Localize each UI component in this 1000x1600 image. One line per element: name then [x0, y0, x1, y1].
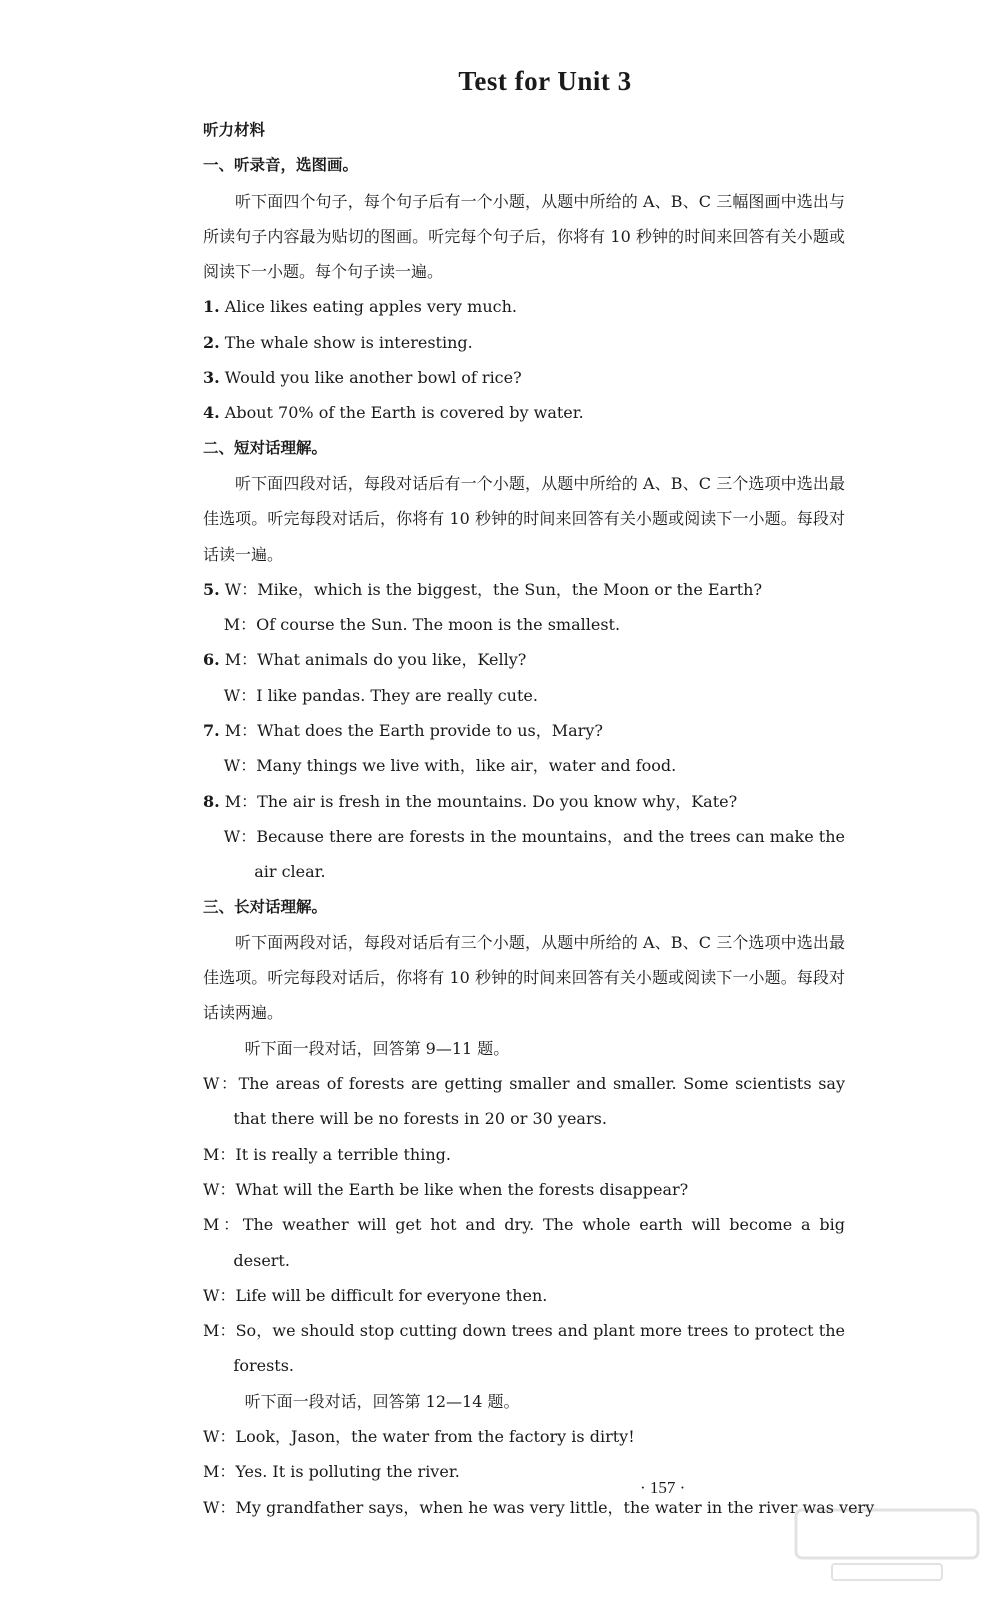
- dialogue-text: M：What animals do you like，Kelly?: [224, 650, 527, 670]
- item-text: Would you like another bowl of rice?: [224, 368, 522, 388]
- part3-instructions: 听下面两段对话，每段对话后有三个小题，从题中所给的 A、B、C 三个选项中选出最佳选项。听完每段对话后，你将有 10 秒钟的时间来回答有关小题或阅读下一小题。每段对话读两遍。: [203, 932, 845, 1023]
- item-number: 6.: [203, 650, 220, 670]
- page-number: · 157 ·: [640, 1478, 686, 1497]
- dialogue-line: W：Many things we live with，like air，water and food.: [223, 756, 677, 776]
- dialogue-line: [203, 642, 845, 677]
- item-number: 1.: [203, 297, 220, 317]
- item-number: 8.: [203, 791, 220, 811]
- document-body: [203, 113, 875, 1525]
- dialogue-line: M：The weather will get hot and dry. The whole earth will become a big desert.: [203, 1215, 845, 1270]
- watermark-logo-icon: [792, 1506, 982, 1586]
- item-number: 5.: [203, 579, 220, 599]
- dialogue-line: W：I like pandas. They are really cute.: [223, 685, 538, 705]
- part2-instructions: 听下面四段对话，每段对话后有一个小题，从题中所给的 A、B、C 三个选项中选出最佳选项。听完每段对话后，你将有 10 秒钟的时间来回答有关小题或阅读下一小题。每段对话读一遍。: [203, 473, 845, 564]
- dialogue-line: W：Look，Jason，the water from the factory is dirty!: [203, 1426, 635, 1446]
- item-text: The whale show is interesting.: [224, 332, 473, 352]
- dialogue-line: M：Yes. It is polluting the river.: [203, 1462, 460, 1482]
- section-label: 听力材料: [203, 121, 266, 139]
- dialogue-line: W：Life will be difficult for everyone then.: [203, 1285, 548, 1305]
- item-number: 4.: [203, 403, 220, 423]
- dialogue-line: M：It is really a terrible thing.: [203, 1144, 451, 1164]
- part2-heading: 二、短对话理解。: [203, 438, 328, 457]
- item-number: 3.: [203, 368, 220, 388]
- item-number: 2.: [203, 332, 220, 352]
- dialogue-line: M：Of course the Sun. The moon is the smallest.: [223, 615, 621, 635]
- dialogue-line: W：What will the Earth be like when the forests disappear?: [203, 1179, 689, 1199]
- dialogue-text: W：Mike，which is the biggest，the Sun，the Moon or the Earth?: [224, 579, 763, 599]
- item-text: Alice likes eating apples very much.: [224, 297, 517, 317]
- dialogue-line: W：The areas of forests are getting smaller and smaller. Some scientists say that there will be no forests in 20 or 30 years.: [203, 1074, 846, 1129]
- dialogue-text: M：What does the Earth provide to us，Mary?: [224, 721, 603, 741]
- dialogue1-intro: 听下面一段对话，回答第 9—11 题。: [244, 1038, 510, 1058]
- item-text: About 70% of the Earth is covered by water.: [224, 403, 584, 423]
- dialogue-line: M：So，we should stop cutting down trees and plant more trees to protect the forests.: [203, 1321, 845, 1376]
- part1-instructions: 听下面四个句子，每个句子后有一个小题，从题中所给的 A、B、C 三幅图画中选出与所读句子内容最为贴切的图画。听完每个句子后，你将有 10 秒钟的时间来回答有关小题或阅读下一小题。每个句子读一遍。: [203, 191, 845, 282]
- dialogue-line: [203, 713, 845, 748]
- list-item: [203, 360, 845, 395]
- dialogue2-intro: 听下面一段对话，回答第 12—14 题。: [244, 1391, 520, 1411]
- part1-heading: 一、听录音，选图画。: [203, 156, 359, 175]
- page-title: Test for Unit 3: [458, 66, 632, 96]
- item-number: 7.: [203, 721, 220, 741]
- list-item: [203, 395, 845, 430]
- part3-heading: 三、长对话理解。: [203, 897, 328, 916]
- dialogue-line: W：Because there are forests in the mountains，and the trees can make the air clear.: [223, 826, 845, 882]
- list-item: [203, 325, 845, 360]
- dialogue-line: [203, 572, 845, 607]
- dialogue-line: W：My grandfather says，when he was very little，the water in the river was very: [203, 1497, 875, 1517]
- dialogue-line: [203, 784, 845, 819]
- list-item: [203, 289, 845, 324]
- dialogue-text: M：The air is fresh in the mountains. Do you know why，Kate?: [224, 791, 738, 811]
